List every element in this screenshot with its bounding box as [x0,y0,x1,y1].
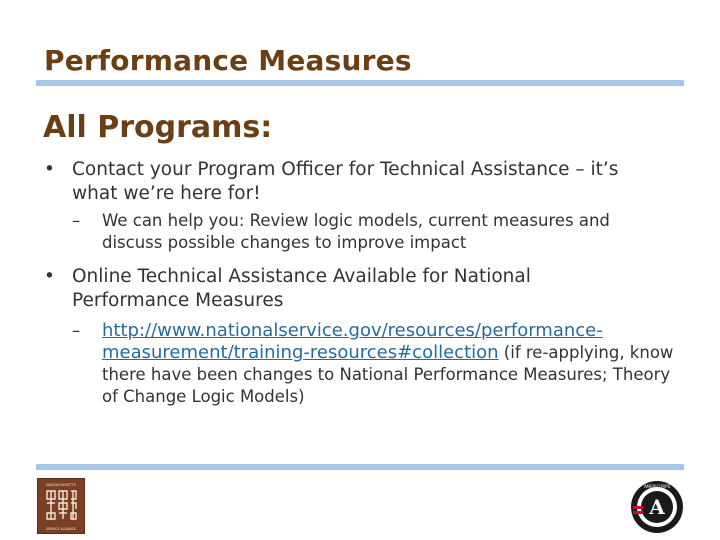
slide-title: Performance Measures [44,44,412,77]
massachusetts-service-alliance-logo [37,478,85,534]
logo-text-top: MASSACHUSETTS [46,483,76,487]
americorps-logo [630,480,684,534]
resources-link[interactable]: http://www.nationalservice.gov/resources/performance-measurement/training-resources#collection [102,320,603,363]
title-divider [36,80,684,86]
bullet-text: Contact your Program Officer for Technical Assistance – it’s what we’re here for! [72,159,619,204]
sub-bullet-resources [72,320,682,408]
bullet-contact-officer [44,158,664,206]
sub-bullet-text: We can help you: Review logic models, current measures and discuss possible changes to improve impact [102,211,610,252]
americorps-emblem-icon [630,480,684,534]
resources-note: (if re-applying, know there have been changes to National Performance Measures; Theory of Change Logic Models) [102,343,674,406]
footer-divider [36,464,684,470]
americorps-letter: A [649,495,665,519]
alliance-emblem-icon [38,479,84,533]
sub-bullet-text [72,320,682,408]
sub-bullet-marker: – [72,321,81,340]
bullet-marker: • [44,266,55,287]
bullet-online-ta [44,265,604,313]
bullet-text: Online Technical Assistance Available for National Performance Measures [72,266,531,311]
sub-bullet-marker: – [72,211,81,230]
americorps-text: AMERICORPS [643,484,671,489]
sub-bullet-help [72,210,672,254]
logo-text-bottom: SERVICE ALLIANCE [46,527,76,531]
bullet-marker: • [44,159,55,180]
section-heading: All Programs: [43,110,273,145]
